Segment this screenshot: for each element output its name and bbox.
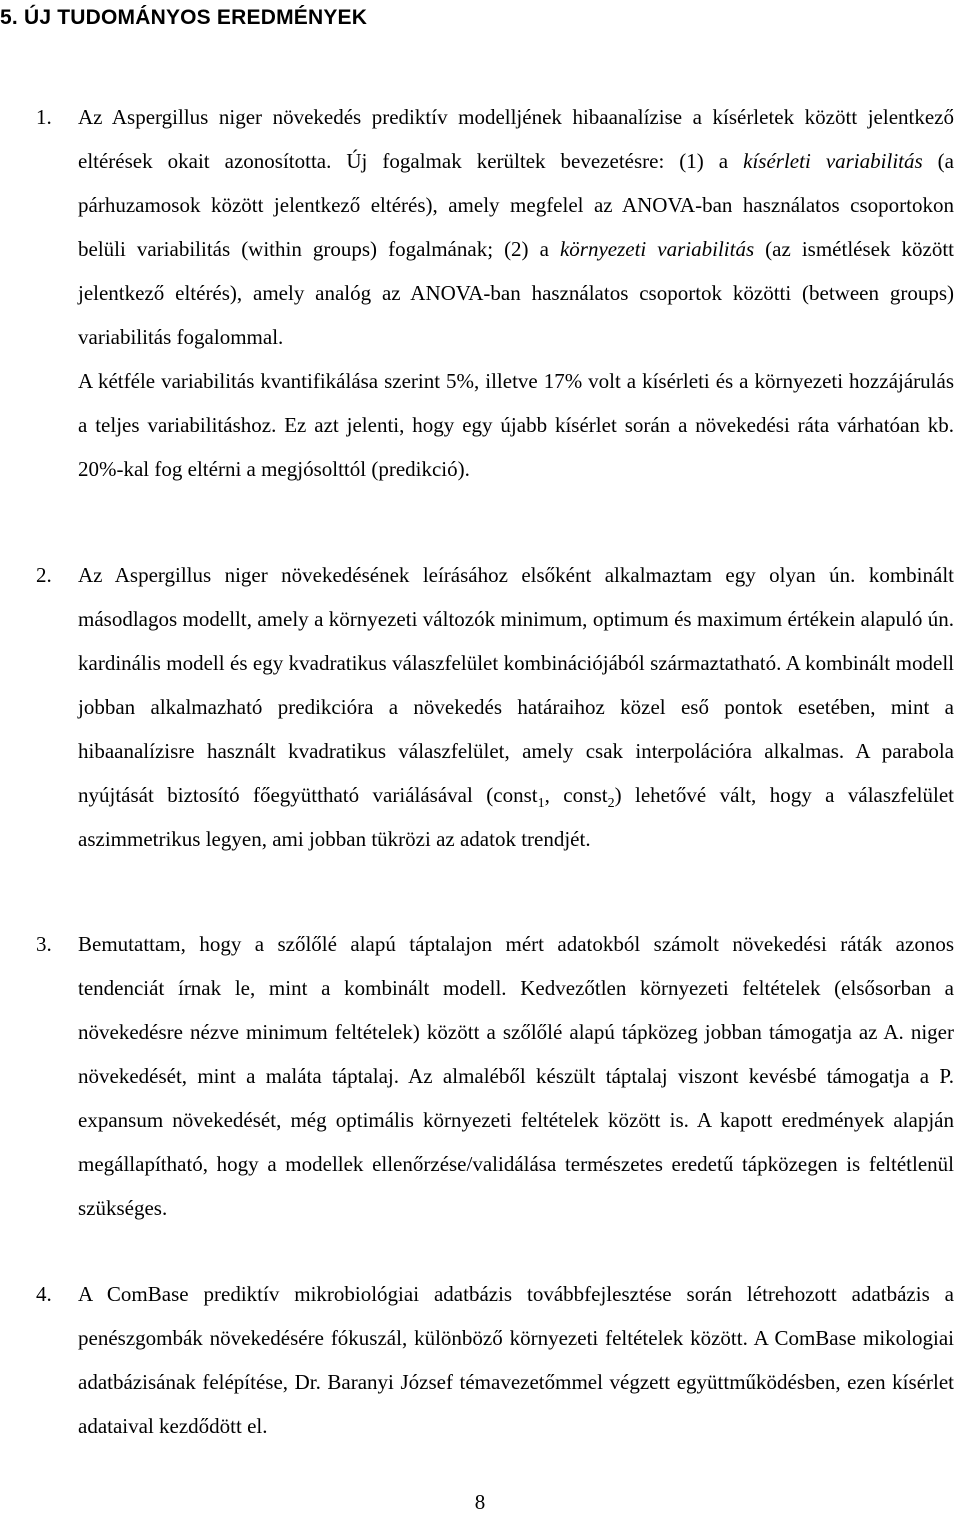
result-item-3 [0,922,960,1230]
result-item-4 [0,1272,960,1448]
item-paragraph: Az Aspergillus niger növekedés prediktív modelljének hibaanalízise a kísérletek között jelentkező eltérések okait azonosította. Új fogalmak kerültek bevezetésre: (1) a kísérleti variabilitás (a párhuzamosok között jelentkező eltérés), amely megfelel az ANOVA-ban használatos csoportokon belüli variabilitás (within groups) fogalmának; (2) a környezeti variabilitás (az ismétlések között jelentkező eltérés), amely analóg az ANOVA-ban használatos csoportok közötti (between groups) variabilitás fogalommal. [78,105,954,349]
item-paragraph: Az Aspergillus niger növekedésének leírásához elsőként alkalmaztam egy olyan ún. kombinált másodlagos modellt, amely a környezeti változók minimum, optimum és maximum értékein alapuló ún. kardinális modell és egy kvadratikus válaszfelület kombinációjából származtatható. A kombinált modell jobban alkalmazható predikcióra a növekedés határaihoz közel eső pontok esetében, mint a hibaanalízisre használt kvadratikus válaszfelület, amely csak interpolációra alkalmas. A parabola nyújtását biztosító főegyüttható variálásával (const$_1$, const$_2$) lehetővé vált, hogy a válaszfelület aszimmetrikus legyen, ami jobban tükrözi az adatok trendjét. [78,563,955,851]
item-paragraph: A ComBase prediktív mikrobiológiai adatbázis továbbfejlesztése során létrehozott adatbázis a penészgombák növekedésére fókuszál, különböző környezeti feltételek között. A ComBase mikologiai adatbázisának felépítése, Dr. Baranyi József témavezetőmmel végzett együttműködésben, ezen kísérlet adataival kezdődött el. [78,1282,954,1438]
item-number: 4. [36,1282,52,1306]
page-number: 8 [474,1490,486,1514]
section-heading: 5. ÚJ TUDOMÁNYOS EREDMÉNYEK [0,6,368,29]
result-item-1 [0,95,960,491]
emphasis-term: kísérleti variabilitás [743,149,923,173]
item-number: 1. [36,105,52,129]
item-paragraph: Bemutattam, hogy a szőlőlé alapú táptalajon mért adatokból számolt növekedési ráták azonos tendenciát írnak le, mint a kombinált modell. Kedvezőtlen környezeti feltételek (elsősorban a növekedésre nézve minimum feltételek) között a szőlőlé alapú tápközeg jobban támogatja az A. niger növekedését, mint a maláta táptalaj. Az almaléből készült táptalaj viszont kevésbé támogatja a P. expansum növekedését, még optimális környezeti feltételek között is. A kapott eredmények alapján megállapítható, hogy a modellek ellenőrzése/validálása természetes eredetű tápközegen is feltétlenül szükséges. [78,932,954,1220]
result-item-2 [0,553,960,861]
emphasis-term: környezeti variabilitás [559,237,755,261]
item-number: 2. [36,563,52,587]
item-paragraph: A kétféle variabilitás kvantifikálása szerint 5%, illetve 17% volt a kísérleti és a környezeti hozzájárulás a teljes variabilitáshoz. Ez azt jelenti, hogy egy újabb kísérlet során a növekedési ráta várhatóan kb. 20%-kal fog eltérni a megjósolttól (predikció). [78,369,954,481]
item-number: 3. [36,932,52,956]
